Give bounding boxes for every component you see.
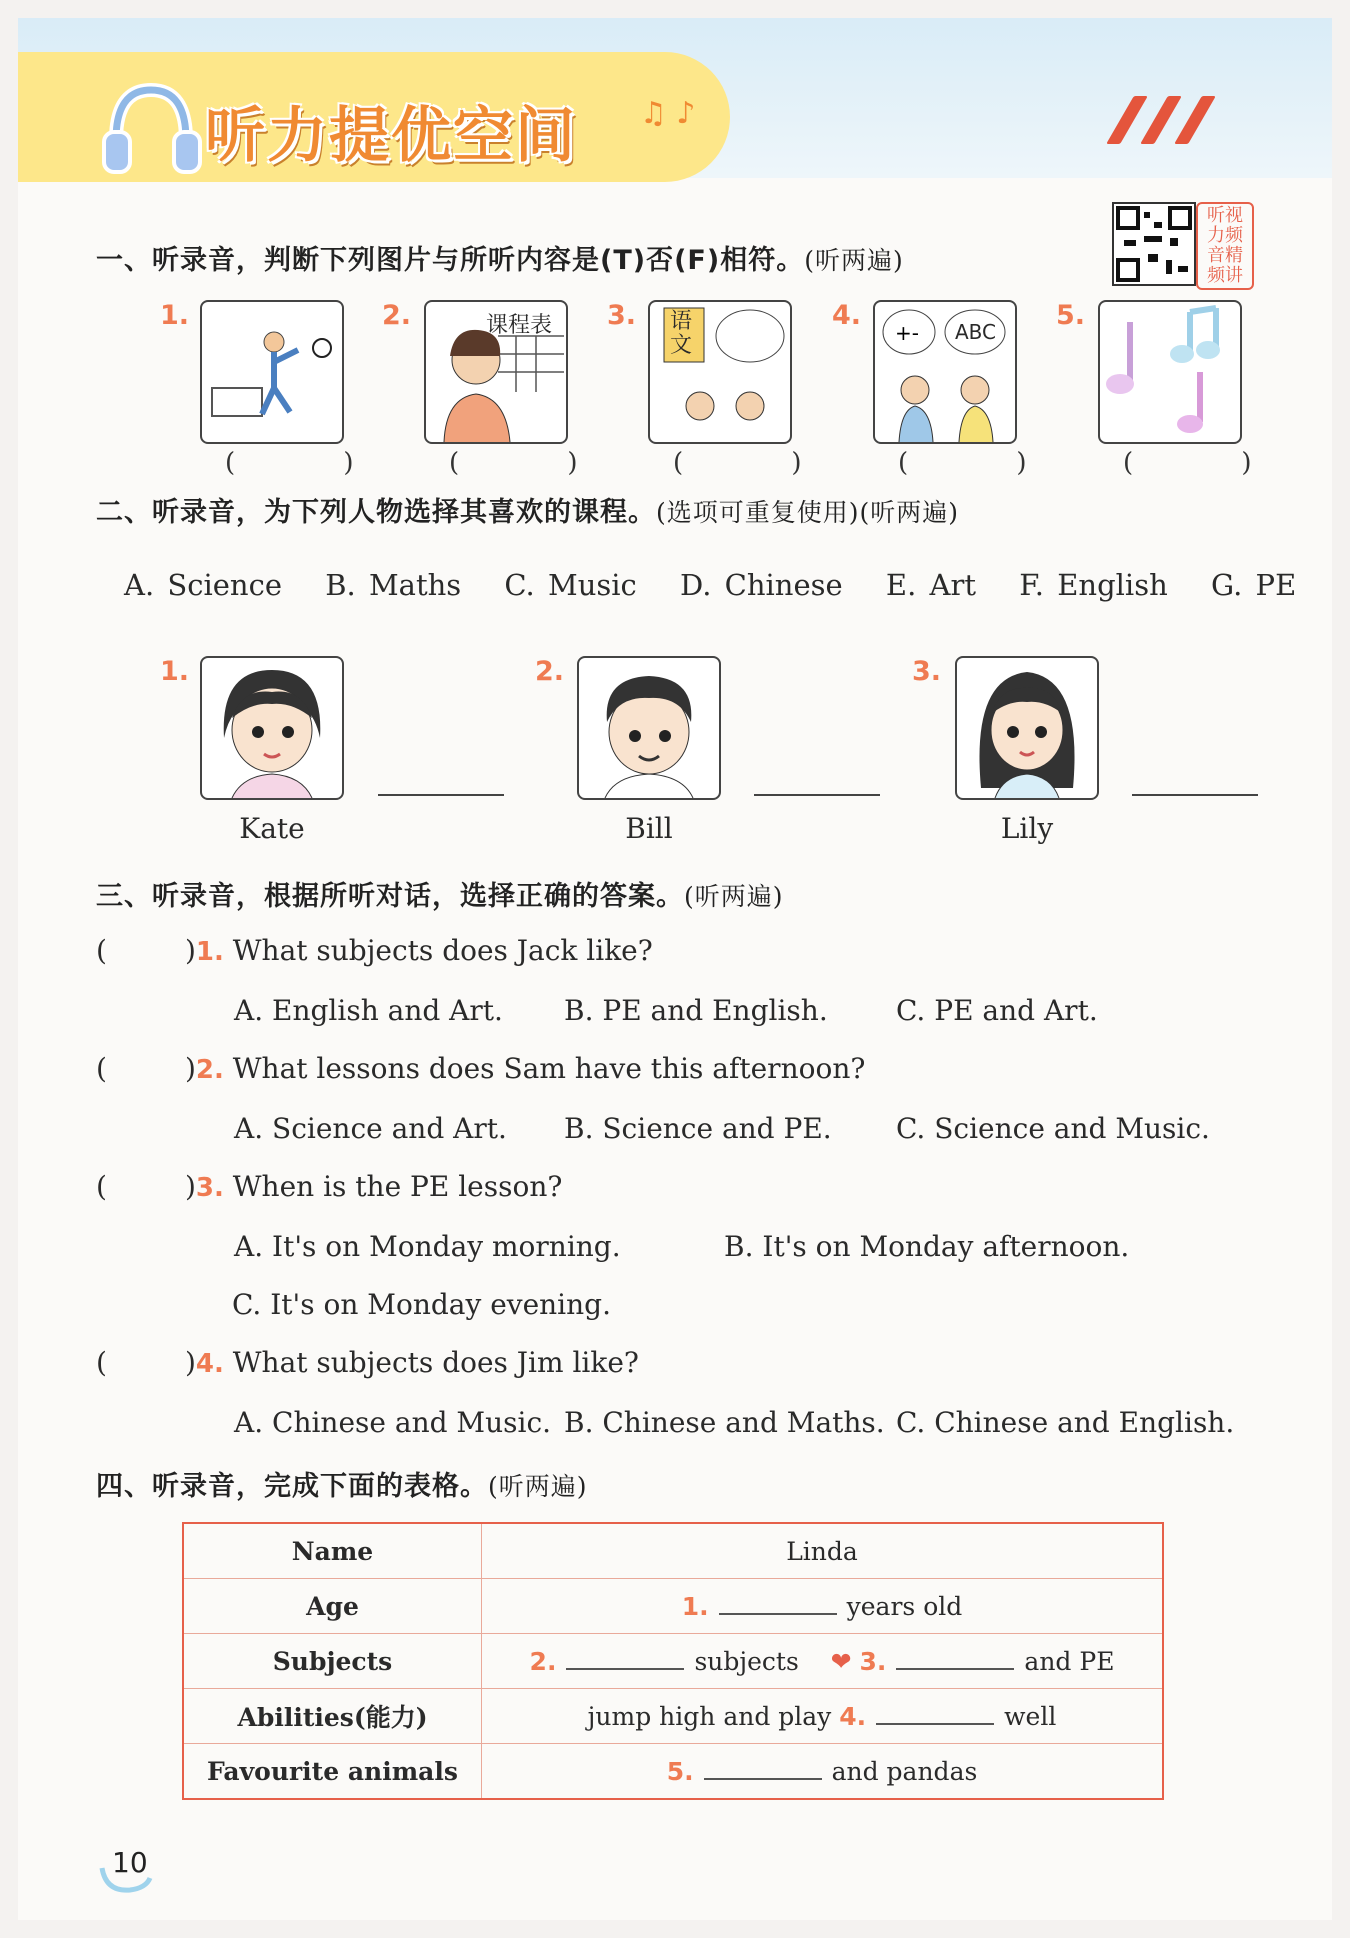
s3-question-2 xyxy=(96,1052,865,1085)
s1-abc-caption: ABC xyxy=(955,320,997,344)
row-value xyxy=(482,1689,1164,1744)
s2-name-bill: Bill xyxy=(625,812,673,845)
answer-bracket-open[interactable]: ( xyxy=(96,934,107,967)
info-table xyxy=(182,1522,1164,1800)
s1-answer-5[interactable]: ( ) xyxy=(1123,448,1302,478)
blank-2[interactable] xyxy=(566,1646,684,1670)
s1-picture-music xyxy=(1098,300,1242,444)
section4-title: 四、听录音，完成下面的表格。(听两遍) xyxy=(96,1471,588,1502)
banner-title: 听力提优空间 xyxy=(205,101,577,171)
s2-option: B. Maths xyxy=(325,568,462,602)
decor-stripes xyxy=(1120,96,1222,148)
blank-number: 5. xyxy=(666,1757,694,1786)
question-text: What lessons does Sam have this afternoon? xyxy=(232,1052,866,1085)
question-text: When is the PE lesson? xyxy=(232,1170,563,1203)
row-text: jump high and play xyxy=(587,1702,832,1731)
section1-title: 一、听录音，判断下列图片与所听内容是(T)否(F)相符。(听两遍) xyxy=(96,245,904,276)
row-label: Subjects xyxy=(183,1634,482,1689)
row-label: Age xyxy=(183,1579,482,1634)
question-number: 4. xyxy=(195,1349,224,1379)
table-row xyxy=(183,1634,1163,1689)
row-label: Abilities(能力) xyxy=(183,1689,482,1744)
table-row xyxy=(183,1744,1163,1800)
blank-number: 3. xyxy=(859,1647,887,1676)
s1-num-4: 4. xyxy=(832,300,862,331)
girl-avatar xyxy=(202,658,342,798)
s3-q2-option-a[interactable]: A. Science and Art. xyxy=(234,1112,507,1145)
heart-icon: ❤ xyxy=(830,1647,852,1676)
svg-text:+-: +- xyxy=(895,321,919,345)
qr-code[interactable] xyxy=(1112,202,1196,286)
s2-options xyxy=(124,568,1326,602)
section2-title: 二、听录音，为下列人物选择其喜欢的课程。(选项可重复使用)(听两遍) xyxy=(96,497,960,528)
s1-picture-chinese-book xyxy=(648,300,792,444)
s1-book-caption: 语文 xyxy=(670,309,693,358)
s2-num-1: 1. xyxy=(160,656,190,687)
s3-q1-option-b[interactable]: B. PE and English. xyxy=(564,994,828,1027)
s1-num-1: 1. xyxy=(160,300,190,331)
s2-face-bill xyxy=(577,656,721,800)
s2-option: C. Music xyxy=(504,568,637,602)
blank-number: 2. xyxy=(529,1647,557,1676)
row-value: Linda xyxy=(482,1523,1164,1579)
answer-bracket-close: ) xyxy=(184,934,196,967)
blank-5[interactable] xyxy=(704,1756,822,1780)
s3-q2-option-b[interactable]: B. Science and PE. xyxy=(564,1112,832,1145)
music-notes-icon xyxy=(1100,302,1240,442)
s1-answer-1[interactable]: ( ) xyxy=(225,448,404,478)
row-text: and pandas xyxy=(831,1757,978,1786)
answer-bracket-close: ) xyxy=(184,1170,196,1203)
s1-picture-timetable xyxy=(424,300,568,444)
s2-option: F. English xyxy=(1019,568,1168,602)
blank-1[interactable] xyxy=(719,1591,837,1615)
question-text: What subjects does Jim like? xyxy=(232,1346,639,1379)
s1-answer-2[interactable]: ( ) xyxy=(449,448,628,478)
s2-option: A. Science xyxy=(124,568,283,602)
question-number: 1. xyxy=(195,937,224,967)
row-text: and PE xyxy=(1024,1647,1115,1676)
answer-bracket-open[interactable]: ( xyxy=(96,1052,107,1085)
table-row xyxy=(183,1523,1163,1579)
s3-q3-option-a[interactable]: A. It's on Monday morning. xyxy=(234,1230,621,1263)
row-value xyxy=(482,1744,1164,1800)
question-text: What subjects does Jack like? xyxy=(232,934,653,967)
blank-number: 1. xyxy=(681,1592,709,1621)
s1-timetable-caption: 课程表 xyxy=(486,313,553,338)
s1-num-5: 5. xyxy=(1056,300,1086,331)
s3-q4-option-b[interactable]: B. Chinese and Maths. xyxy=(564,1406,885,1439)
s1-num-2: 2. xyxy=(382,300,412,331)
blank-4[interactable] xyxy=(876,1701,994,1725)
s3-question-4 xyxy=(96,1346,639,1379)
row-label: Name xyxy=(183,1523,482,1579)
s2-face-kate xyxy=(200,656,344,800)
question-number: 3. xyxy=(195,1173,224,1203)
row-text: years old xyxy=(846,1592,963,1621)
s2-num-3: 3. xyxy=(912,656,942,687)
s2-blank-3[interactable] xyxy=(1132,794,1258,796)
s3-q3-option-b[interactable]: B. It's on Monday afternoon. xyxy=(724,1230,1130,1263)
table-row xyxy=(183,1689,1163,1744)
s1-answer-3[interactable]: ( ) xyxy=(673,448,852,478)
s1-answer-4[interactable]: ( ) xyxy=(898,448,1077,478)
s2-name-kate: Kate xyxy=(239,812,305,845)
s3-question-3 xyxy=(96,1170,562,1203)
s2-blank-1[interactable] xyxy=(378,794,504,796)
s1-picture-maths-english xyxy=(873,300,1017,444)
s2-num-2: 2. xyxy=(535,656,565,687)
s3-q1-option-c[interactable]: C. PE and Art. xyxy=(896,994,1098,1027)
answer-bracket-close: ) xyxy=(184,1346,196,1379)
boy-avatar xyxy=(579,658,719,798)
page-number: 10 xyxy=(112,1846,148,1879)
girl-avatar xyxy=(957,658,1097,798)
s2-blank-2[interactable] xyxy=(754,794,880,796)
qr-label: 听视力频音精频讲 xyxy=(1196,202,1254,290)
section3-title: 三、听录音，根据所听对话，选择正确的答案。(听两遍) xyxy=(96,881,784,912)
s2-face-lily xyxy=(955,656,1099,800)
s3-q4-option-a[interactable]: A. Chinese and Music. xyxy=(234,1406,552,1439)
row-text: subjects xyxy=(694,1647,799,1676)
answer-bracket-open[interactable]: ( xyxy=(96,1346,107,1379)
s3-q2-option-c[interactable]: C. Science and Music. xyxy=(896,1112,1210,1145)
row-value xyxy=(482,1634,1164,1689)
s2-option: E. Art xyxy=(885,568,976,602)
row-value xyxy=(482,1579,1164,1634)
s1-num-3: 3. xyxy=(607,300,637,331)
s2-option: G. PE xyxy=(1210,568,1297,602)
blank-number: 4. xyxy=(839,1702,867,1731)
s3-q1-option-a[interactable]: A. English and Art. xyxy=(234,994,503,1027)
row-label: Favourite animals xyxy=(183,1744,482,1800)
row-text: well xyxy=(1004,1702,1057,1731)
s3-question-1 xyxy=(96,934,653,967)
answer-bracket-open[interactable]: ( xyxy=(96,1170,107,1203)
music-note-icon: ♫ ♪ xyxy=(640,96,696,131)
blank-3[interactable] xyxy=(896,1646,1014,1670)
s3-q4-option-c[interactable]: C. Chinese and English. xyxy=(896,1406,1235,1439)
s2-option: D. Chinese xyxy=(680,568,843,602)
table-row xyxy=(183,1579,1163,1634)
headphones-icon xyxy=(96,70,206,180)
s3-q3-option-c[interactable]: C. It's on Monday evening. xyxy=(232,1288,611,1321)
answer-bracket-close: ) xyxy=(184,1052,196,1085)
question-number: 2. xyxy=(195,1055,224,1085)
s1-picture-soccer xyxy=(200,300,344,444)
qr-code-icon xyxy=(1114,204,1194,284)
s2-name-lily: Lily xyxy=(1000,812,1054,845)
